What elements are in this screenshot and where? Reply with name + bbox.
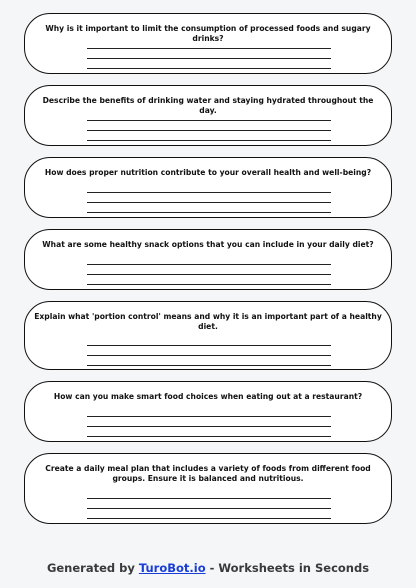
answer-line[interactable]	[87, 202, 331, 203]
answer-line[interactable]	[87, 192, 331, 193]
question-text-6: How can you make smart food choices when eating out at a restaurant?	[53, 392, 363, 401]
answer-line[interactable]	[87, 48, 331, 49]
question-card-5	[24, 301, 392, 370]
question-text-4: What are some healthy snack options that you can include in your daily diet?	[42, 240, 374, 249]
answer-line[interactable]	[87, 212, 331, 213]
question-card-1	[24, 13, 392, 74]
answer-line[interactable]	[87, 355, 331, 356]
answer-line[interactable]	[87, 130, 331, 131]
answer-line[interactable]	[87, 426, 331, 427]
answer-line[interactable]	[87, 436, 331, 437]
footer-prefix: Generated by	[46, 561, 135, 575]
answer-line[interactable]	[87, 264, 331, 265]
question-card-4	[24, 229, 392, 290]
footer-suffix: - Worksheets in Seconds	[209, 561, 370, 575]
brand-link[interactable]: TuroBot.io	[138, 561, 206, 575]
question-card-2	[24, 85, 392, 146]
question-card-3	[24, 157, 392, 218]
answer-line[interactable]	[87, 518, 331, 519]
answer-line[interactable]	[87, 508, 331, 509]
answer-line[interactable]	[87, 284, 331, 285]
question-text-5: Explain what 'portion control' means and why it is an important part of a healthy diet.	[34, 312, 382, 331]
answer-line[interactable]	[87, 498, 331, 499]
question-text-7: Create a daily meal plan that includes a variety of foods from different food groups. Ensure it is balanced and nutritious.	[45, 464, 371, 483]
question-card-7	[24, 453, 392, 524]
question-text-3: How does proper nutrition contribute to your overall health and well-being?	[44, 168, 372, 177]
answer-line[interactable]	[87, 416, 331, 417]
answer-line[interactable]	[87, 140, 331, 141]
answer-line[interactable]	[87, 365, 331, 366]
answer-line[interactable]	[87, 68, 331, 69]
footer	[0, 561, 416, 575]
answer-line[interactable]	[87, 120, 331, 121]
answer-line[interactable]	[87, 345, 331, 346]
question-text-2: Describe the benefits of drinking water and staying hydrated throughout the day.	[42, 96, 374, 115]
question-card-6	[24, 381, 392, 442]
answer-line[interactable]	[87, 274, 331, 275]
question-text-1: Why is it important to limit the consumption of processed foods and sugary drinks?	[45, 24, 371, 43]
answer-line[interactable]	[87, 58, 331, 59]
